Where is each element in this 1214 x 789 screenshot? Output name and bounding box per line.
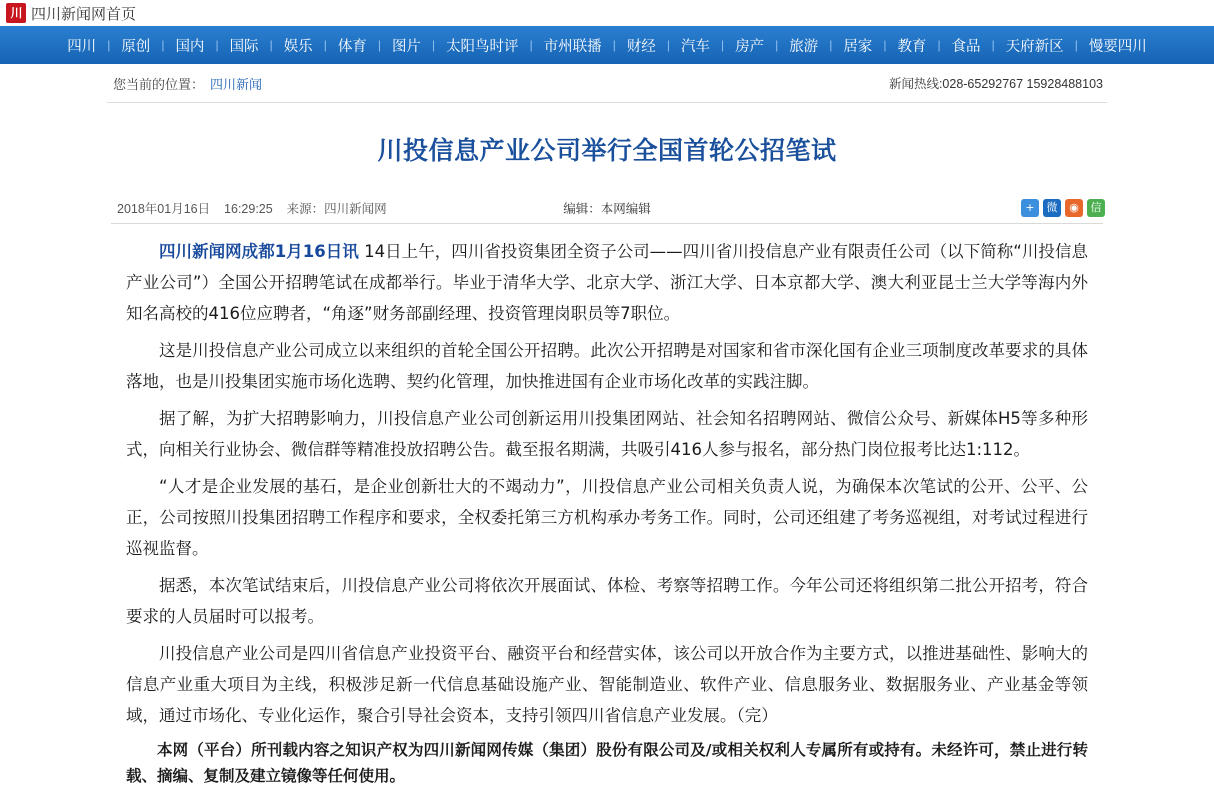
nav-separator: |: [529, 38, 533, 52]
nav-item-3[interactable]: 国际: [229, 38, 259, 55]
nav-item-6[interactable]: 图片: [391, 38, 421, 55]
nav-separator: |: [991, 38, 995, 52]
article-body: [126, 224, 1088, 789]
copyright-notice: 本网（平台）所刊载内容之知识产权为四川新闻网传媒（集团）股份有限公司及/或相关权利人专属所有或持有。未经许可，禁止进行转载、摘编、复制及建立镜像等任何使用。: [126, 741, 1088, 785]
nav-item-0[interactable]: 四川: [67, 38, 97, 55]
nav-item-16[interactable]: 天府新区: [1005, 38, 1064, 55]
nav-item-13[interactable]: 居家: [843, 38, 873, 55]
nav-item-12[interactable]: 旅游: [789, 38, 819, 55]
article-date: 2018年01月16日: [117, 202, 211, 216]
nav-item-10[interactable]: 汽车: [680, 38, 710, 55]
breadcrumb-link-sichuan-news[interactable]: 四川新闻: [210, 76, 263, 92]
page-title: 川投信息产业公司举行全国首轮公招笔试: [377, 136, 837, 165]
nav-separator: |: [829, 38, 833, 52]
share-wechat-icon[interactable]: 信: [1087, 199, 1105, 217]
nav-separator: |: [431, 38, 436, 52]
share-weibo-icon[interactable]: 微: [1043, 199, 1061, 217]
nav-separator: |: [720, 38, 725, 52]
main-navigation: [0, 26, 1214, 64]
nav-separator: |: [323, 38, 327, 52]
news-hotline: 新闻热线:028-65292767 15928488103: [888, 77, 1103, 91]
nav-item-8[interactable]: 市州联播: [543, 38, 602, 55]
nav-separator: |: [161, 38, 165, 52]
share-buttons: [1021, 199, 1105, 217]
nav-separator: |: [937, 38, 941, 52]
nav-item-4[interactable]: 娱乐: [283, 38, 313, 55]
article-paragraph-0: 四川新闻网成都1月16日讯 14日上午，四川省投资集团全资子公司——四川省川投信息产业有限责任公司（以下简称“川投信息产业公司”）全国公开招聘笔试在成都举行。毕业于清华大学、北京大学、浙江大学、日本京都大学、澳大利亚昆士兰大学等海内外知名高校的416位应聘者，“角逐”财务部副经理、投资管理岗职员等7职位。: [126, 242, 1088, 323]
nav-item-14[interactable]: 教育: [897, 38, 927, 55]
article-paragraph-2: 据了解，为扩大招聘影响力，川投信息产业公司创新运用川投集团网站、社会知名招聘网站、微信公众号、新媒体H5等多种形式，向相关行业协会、微信群等精准投放招聘公告。截至报名期满，共吸引416人参与报名，部分热门岗位报考比达1:112。: [126, 409, 1088, 459]
article-paragraph-1: 这是川投信息产业公司成立以来组织的首轮全国公开招聘。此次公开招聘是对国家和省市深化国有企业三项制度改革要求的具体落地，也是川投集团实施市场化选聘、契约化管理，加快推进国有企业市场化改革的实践注脚。: [126, 341, 1088, 391]
nav-item-9[interactable]: 财经: [626, 38, 656, 55]
nav-separator: |: [377, 38, 381, 52]
article-lead-bold: 四川新闻网成都1月16日讯: [159, 242, 359, 261]
article-editor: [563, 199, 651, 217]
share-add-icon[interactable]: +: [1021, 199, 1039, 217]
nav-item-5[interactable]: 体育: [337, 38, 367, 55]
article-paragraph-5: 川投信息产业公司是四川省信息产业投资平台、融资平台和经营实体，该公司以开放合作为主要方式，以推进基础性、影响大的信息产业重大项目为主线，积极涉足新一代信息基础设施产业、智能制造业、软件产业、信息服务业、数据服务业、产业基金等领域，通过市场化、专业化运作，聚合引导社会资本，支持引领四川省信息产业发展。（完）: [126, 644, 1088, 725]
nav-separator: |: [1074, 38, 1078, 52]
breadcrumb-label: 您当前的位置：: [113, 76, 205, 92]
nav-item-17[interactable]: 慢要四川: [1088, 38, 1147, 55]
article-source: 四川新闻网: [324, 202, 387, 216]
article-source-label: 来源：: [286, 202, 325, 216]
nav-separator: |: [612, 38, 616, 52]
nav-separator: |: [775, 38, 779, 52]
article-paragraph-4: 据悉，本次笔试结束后，川投信息产业公司将依次开展面试、体检、考察等招聘工作。今年公司还将组织第二批公开招考，符合要求的人员届时可以报考。: [126, 576, 1088, 626]
nav-item-7[interactable]: 太阳鸟时评: [446, 38, 519, 55]
nav-separator: |: [107, 38, 111, 52]
site-logo-icon[interactable]: 川: [6, 3, 26, 23]
nav-item-2[interactable]: 国内: [175, 38, 205, 55]
nav-items-container: [56, 26, 1158, 64]
article-paragraph-3: “人才是企业发展的基石，是企业创新壮大的不竭动力”，川投信息产业公司相关负责人说，为确保本次笔试的公开、公平、公正，公司按照川投集团招聘工作程序和要求，全权委托第三方机构承办考务工作。同时，公司还组建了考务巡视组，对考试过程进行巡视监督。: [126, 477, 1088, 558]
nav-separator: |: [269, 38, 273, 52]
breadcrumb: [107, 64, 1107, 103]
article-time: 16:29:25: [224, 202, 273, 216]
nav-separator: |: [883, 38, 887, 52]
page-container: [107, 64, 1107, 789]
article-editor-label: 编辑：: [563, 202, 601, 216]
nav-separator: |: [666, 38, 670, 52]
nav-item-15[interactable]: 食品: [951, 38, 981, 55]
site-logo-text[interactable]: 四川新闻网首页: [31, 4, 137, 23]
share-rss-icon[interactable]: ◉: [1065, 199, 1083, 217]
breadcrumb-left: [107, 74, 262, 93]
nav-item-11[interactable]: 房产: [735, 38, 765, 55]
site-header: [0, 0, 1214, 26]
nav-separator: |: [215, 38, 219, 52]
nav-item-1[interactable]: 原创: [121, 38, 151, 55]
article-meta-left: [107, 199, 387, 217]
article-editor-name: 本网编辑: [600, 202, 651, 216]
article-meta: [107, 193, 1107, 223]
